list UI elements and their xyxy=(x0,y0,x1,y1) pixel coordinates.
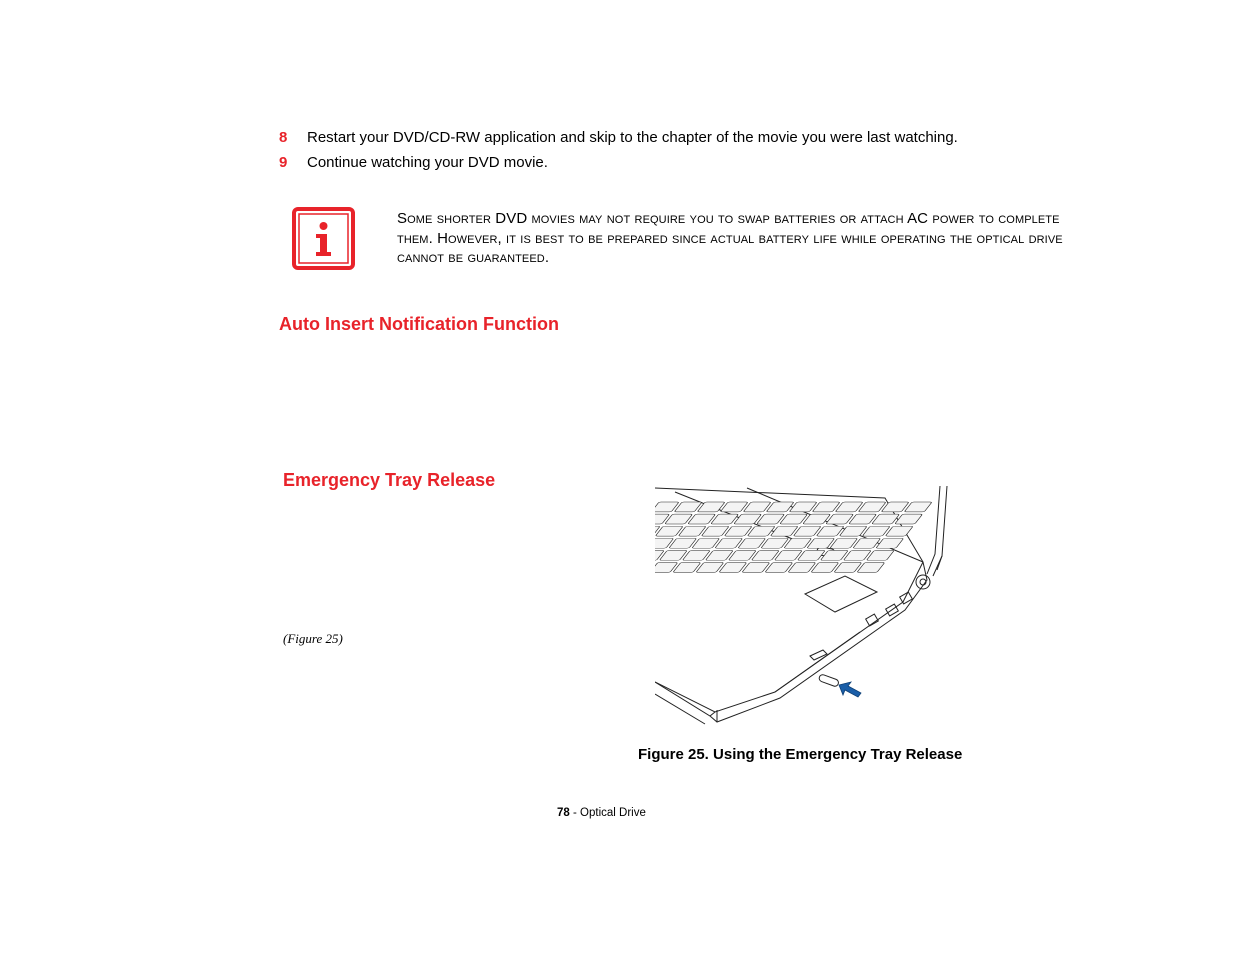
info-note-text: Some shorter DVD movies may not require you to swap batteries or attach AC power to complete them. However, it is best to be prepared since actual battery life while operating the optical drive cannot be guaranteed. xyxy=(397,210,1063,266)
figure-caption: Figure 25. Using the Emergency Tray Release xyxy=(638,746,963,763)
laptop-illustration xyxy=(655,484,960,734)
footer-separator: - xyxy=(569,807,581,819)
section-heading-emergency-tray-release: Emergency Tray Release xyxy=(283,470,496,490)
page-footer xyxy=(557,807,646,819)
info-icon xyxy=(292,207,355,270)
section-heading-auto-insert: Auto Insert Notification Function xyxy=(279,314,559,334)
arrow-icon xyxy=(839,682,861,697)
step-text: Continue watching your DVD movie. xyxy=(307,154,548,171)
figure-reference: (Figure 25) xyxy=(283,631,343,646)
page-number: 78 xyxy=(557,807,570,819)
step-number: 9 xyxy=(279,154,288,171)
footer-section: Optical Drive xyxy=(580,807,646,819)
step-text: Restart your DVD/CD-RW application and skip to the chapter of the movie you were last watching. xyxy=(307,129,958,146)
step-number: 8 xyxy=(279,129,288,146)
